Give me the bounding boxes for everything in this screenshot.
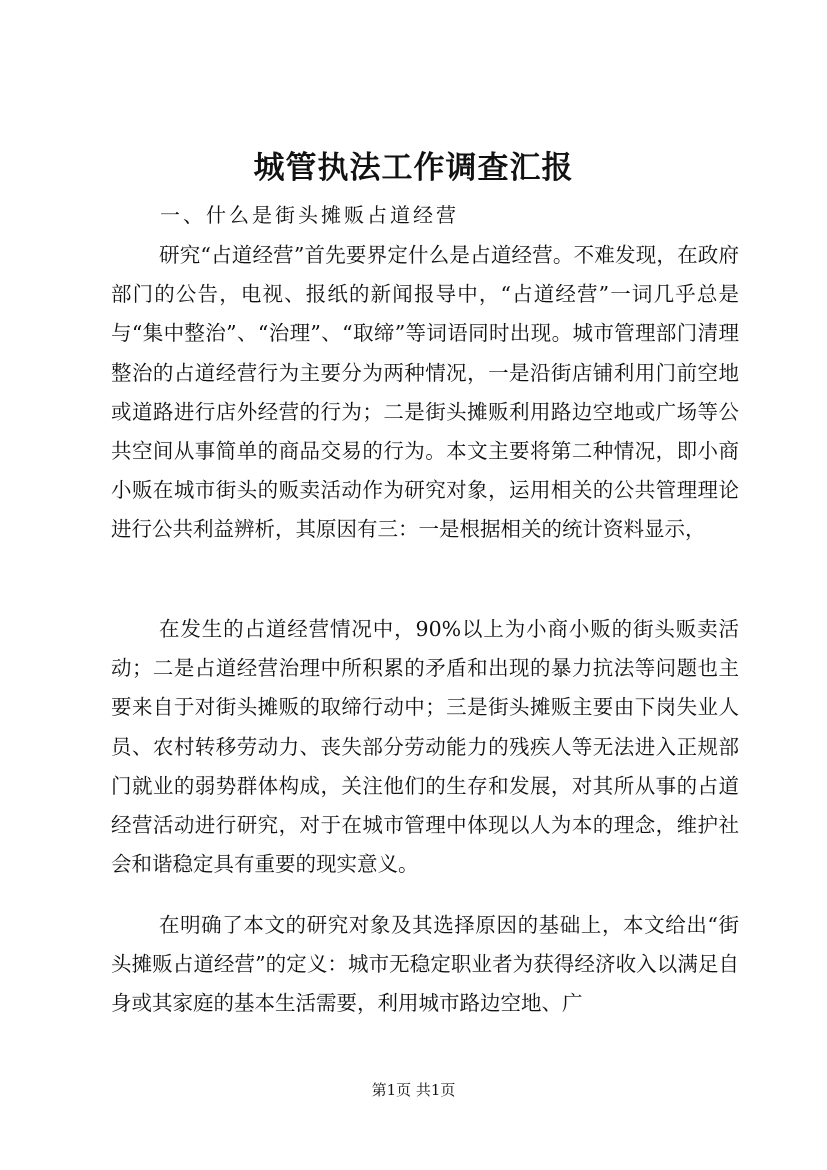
page-footer: 第1页 共1页 xyxy=(371,1081,456,1099)
paragraph-3: 在明确了本文的研究对象及其选择原因的基础上，本文给出“街头摊贩占道经营”的定义：城市无稳定职业者为获得经济收入以满足自身或其家庭的基本生活需要，利用城市路边空地、广 xyxy=(111,913,739,1016)
document-title: 城管执法工作调查汇报 xyxy=(253,150,574,186)
section-heading: 一、什么是街头摊贩占道经营 xyxy=(160,203,459,227)
paragraph-2: 在发生的占道经营情况中，90%以上为小商小贩的街头贩卖活动；二是占道经营治理中所积累的矛盾和出现的暴力抗法等问题也主要来自于对街头摊贩的取缔行动中；三是街头摊贩主要由下岗失业人员、农村转移劳动力、丧失部分劳动能力的残疾人等无法进入正规部门就业的弱势群体构成，关注他们的生存和发展，对其所从事的占道经营活动进行研究，对于在城市管理中体现以人为本的理念，维护社会和谐稳定具有重要的现实意义。 xyxy=(111,617,739,877)
paragraph-1: 研究“占道经营”首先要界定什么是占道经营。不难发现，在政府部门的公告，电视、报纸的新闻报导中，“占道经营”一词几乎总是与“集中整治”、“治理”、“取缔”等词语同时出现。城市管理部门清理整治的占道经营行为主要分为两种情况，一是沿街店铺利用门前空地或道路进行店外经营的行为；二是街头摊贩利用路边空地或广场等公共空间从事简单的商品交易的行为。本文主要将第二种情况，即小商小贩在城市街头的贩卖活动作为研究对象，运用相关的公共管理理论进行公共利益辨析，其原因有三：一是根据相关的统计资料显示， xyxy=(111,243,739,542)
